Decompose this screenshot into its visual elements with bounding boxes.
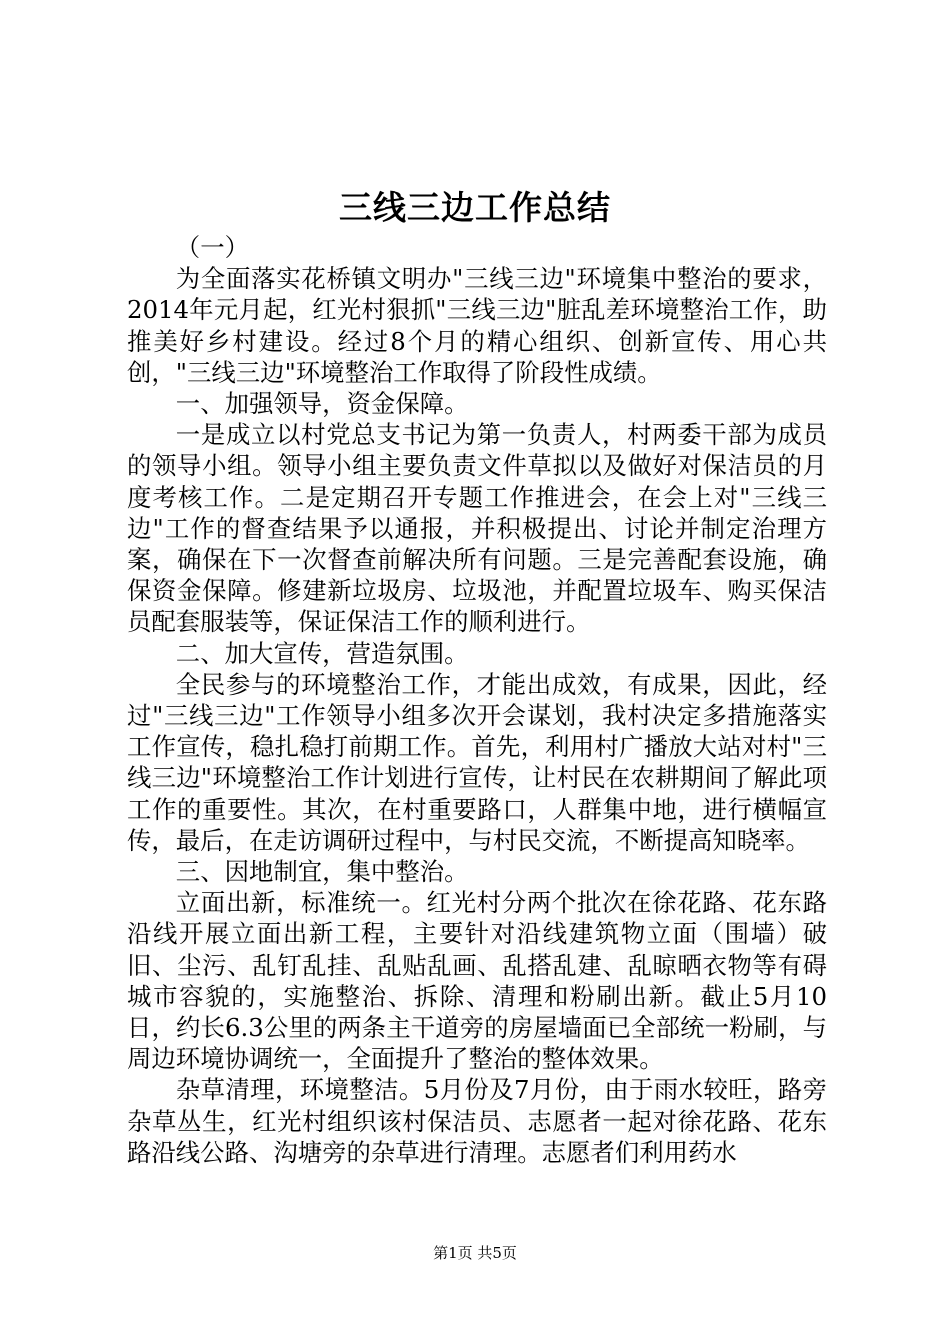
paragraph-leadership: 一是成立以村党总支书记为第一负责人，村两委干部为成员的领导小组。领导小组主要负责文件草拟以及做好对保洁员的月度考核工作。二是定期召开专题工作推进会，在会上对"三线三边"工作的督查结果予以通报，并积极提出、讨论并制定治理方案，确保在下一次督查前解决所有问题。三是完善配套设施，确保资金保障。修建新垃圾房、垃圾池，并配置垃圾车、购买保洁员配套服装等，保证保洁工作的顺利进行。 (127, 420, 827, 637)
section-marker: （一） (175, 233, 249, 262)
document-title: 三线三边工作总结 (339, 188, 611, 227)
paragraph-publicity: 全民参与的环境整治工作，才能出成效，有成果，因此，经过"三线三边"工作领导小组多次开会谋划，我村决定多措施落实工作宣传，稳扎稳打前期工作。首先，利用村广播放大站对村"三线三边"环境整治工作计划进行宣传，让村民在农耕期间了解此项工作的重要性。其次，在村重要路口，人群集中地，进行横幅宣传，最后，在走访调研过程中，与村民交流，不断提高知晓率。 (127, 669, 827, 855)
section-heading-1: 一、加强领导，资金保障。 (175, 389, 469, 419)
document-body (127, 232, 827, 1168)
page-footer: 第1页 共5页 (433, 1244, 517, 1262)
section-heading-2: 二、加大宣传，营造氛围。 (175, 638, 469, 668)
section-heading-3: 三、因地制宜，集中整治。 (175, 857, 469, 887)
paragraph-weeds: 杂草清理，环境整洁。5月份及7月份，由于雨水较旺，路旁杂草丛生，红光村组织该村保洁员、志愿者一起对徐花路、花东路沿线公路、沟塘旁的杂草进行清理。志愿者们利用药水 (127, 1075, 827, 1167)
paragraph-facade: 立面出新，标准统一。红光村分两个批次在徐花路、花东路沿线开展立面出新工程，主要针对沿线建筑物立面（围墙）破旧、尘污、乱钉乱挂、乱贴乱画、乱搭乱建、乱晾晒衣物等有碍城市容貌的，实施整治、拆除、清理和粉刷出新。截止5月10日，约长6.3公里的两条主干道旁的房屋墙面已全部统一粉刷，与周边环境协调统一，全面提升了整治的整体效果。 (127, 888, 827, 1074)
paragraph-intro: 为全面落实花桥镇文明办"三线三边"环境集中整治的要求，2014年元月起，红光村狠抓"三线三边"脏乱差环境整治工作，助推美好乡村建设。经过8个月的精心组织、创新宣传、用心共创，"三线三边"环境整治工作取得了阶段性成绩。 (127, 264, 827, 387)
